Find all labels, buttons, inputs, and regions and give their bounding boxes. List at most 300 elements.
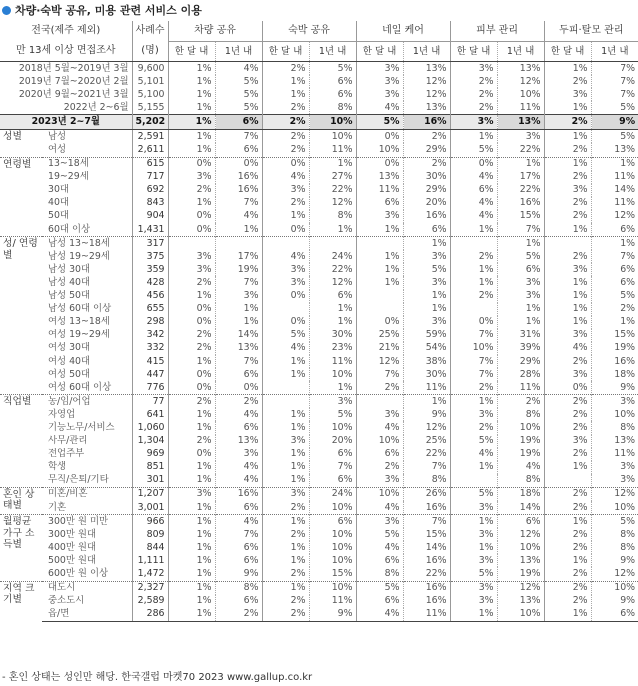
pct-cell: 7% [215,276,262,289]
pct-cell: 2% [544,115,591,130]
table-row [0,395,638,409]
pct-cell: 11% [356,184,403,197]
row-label: 50대 [48,210,69,222]
pct-cell: 3% [168,171,215,184]
sample-size: 286 [132,608,168,622]
pct-cell: 2% [262,101,309,115]
pct-cell: 4% [356,501,403,515]
sample-size: 851 [132,461,168,474]
pct-cell: 2% [544,171,591,184]
table-row [0,554,638,567]
pct-cell: 0% [215,157,262,171]
pct-cell: 4% [450,197,497,210]
pct-cell: 1% [450,515,497,529]
pct-cell: 1% [450,263,497,276]
pct-cell: 2% [356,381,403,395]
pct-cell: 1% [544,101,591,115]
pct-cell: 2% [262,528,309,541]
pct-cell: 1% [168,355,215,368]
pct-cell: 6% [356,595,403,608]
pct-cell [356,237,403,251]
pct-cell: 2% [450,381,497,395]
header-sub-year: 1년 내 [309,42,356,62]
pct-cell: 3% [262,435,309,448]
table-row [0,276,638,289]
pct-cell: 6% [215,541,262,554]
header-group-car-sharing: 차량 공유 [168,21,262,42]
table-row [0,448,638,461]
pct-cell [262,381,309,395]
pct-cell: 24% [309,487,356,501]
pct-cell: 0% [544,381,591,395]
row-label: 600만 원 이상 [48,568,109,580]
table-row [0,157,638,171]
pct-cell: 6% [356,448,403,461]
pct-cell: 7% [450,329,497,342]
pct-cell: 0% [356,157,403,171]
pct-cell: 2% [262,115,309,130]
pct-cell: 0% [168,316,215,329]
sample-size: 9,600 [132,62,168,76]
pct-cell: 16% [591,355,638,368]
pct-cell: 5% [215,88,262,101]
row-label: 여성 50대 [48,368,91,380]
pct-cell: 1% [168,567,215,581]
pct-cell: 1% [450,276,497,289]
sample-size: 1,431 [132,223,168,237]
pct-cell: 1% [356,250,403,263]
pct-cell: 1% [403,237,450,251]
header-sub-month: 한 달 내 [168,42,215,62]
row-label: 19~29세 [48,171,89,183]
table-row [0,197,638,210]
pct-cell: 1% [544,608,591,622]
pct-cell: 1% [168,143,215,157]
pct-cell: 1% [544,223,591,237]
pct-cell: 8% [309,210,356,223]
sample-size: 692 [132,184,168,197]
pct-cell: 5% [309,62,356,76]
pct-cell: 12% [403,75,450,88]
pct-cell: 14% [403,541,450,554]
pct-cell: 11% [309,143,356,157]
pct-cell: 6% [309,474,356,488]
pct-cell: 6% [309,448,356,461]
pct-cell: 7% [215,355,262,368]
table-row [0,171,638,184]
pct-cell: 22% [497,143,544,157]
row-label: 여성 60대 이상 [48,381,112,393]
pct-cell: 8% [591,541,638,554]
row-label: 2018년 5월~2019년 3월 [18,62,129,74]
table-row [0,435,638,448]
pct-cell: 16% [497,197,544,210]
pct-cell: 1% [450,608,497,622]
pct-cell: 2% [262,608,309,622]
pct-cell: 1% [450,461,497,474]
header-sub-year: 1년 내 [497,42,544,62]
pct-cell: 1% [544,554,591,567]
pct-cell: 8% [497,408,544,421]
pct-cell: 1% [262,355,309,368]
pct-cell: 1% [168,197,215,210]
sample-size: 904 [132,210,168,223]
pct-cell: 1% [309,303,356,316]
sample-size: 298 [132,316,168,329]
pct-cell: 7% [591,75,638,88]
pct-cell: 10% [356,487,403,501]
pct-cell: 12% [403,421,450,434]
pct-cell: 10% [356,143,403,157]
pct-cell: 5% [262,329,309,342]
table-row [0,421,638,434]
pct-cell: 12% [309,276,356,289]
pct-cell: 2% [262,595,309,608]
pct-cell: 22% [403,448,450,461]
pct-cell: 2% [544,528,591,541]
sample-size: 359 [132,263,168,276]
pct-cell: 27% [309,171,356,184]
pct-cell: 6% [591,608,638,622]
pct-cell: 8% [497,474,544,488]
pct-cell: 2% [591,303,638,316]
pct-cell: 11% [309,595,356,608]
title-text: 차량·숙박 공유, 미용 관련 서비스 이용 [15,4,202,17]
pct-cell: 2% [450,290,497,303]
pct-cell: 4% [356,541,403,554]
sample-size: 77 [132,395,168,409]
header-group-lodging-sharing: 숙박 공유 [262,21,356,42]
pct-cell: 3% [168,250,215,263]
pct-cell: 2% [262,130,309,144]
pct-cell: 1% [591,316,638,329]
pct-cell: 2% [168,276,215,289]
pct-cell: 16% [403,581,450,595]
table-row [0,567,638,581]
pct-cell: 3% [262,487,309,501]
row-label: 남성 30대 [48,263,91,275]
pct-cell: 6% [215,421,262,434]
pct-cell: 3% [168,487,215,501]
pct-cell: 0% [168,448,215,461]
pct-cell: 20% [403,197,450,210]
row-label: 기능노무/서비스 [48,421,115,433]
pct-cell: 6% [497,263,544,276]
pct-cell: 10% [309,541,356,554]
pct-cell: 1% [403,395,450,409]
pct-cell: 14% [591,184,638,197]
pct-cell: 2% [450,421,497,434]
pct-cell: 13% [403,62,450,76]
table-row [0,210,638,223]
survey-table [0,21,638,622]
pct-cell: 1% [215,316,262,329]
pct-cell: 1% [544,276,591,289]
pct-cell: 10% [497,88,544,101]
pct-cell: 13% [591,435,638,448]
pct-cell: 10% [356,435,403,448]
sample-size: 1,304 [132,435,168,448]
sample-size: 776 [132,381,168,395]
pct-cell: 2% [403,157,450,171]
pct-cell: 2% [450,250,497,263]
pct-cell: 9% [591,595,638,608]
pct-cell: 1% [262,368,309,381]
pct-cell: 10% [591,581,638,595]
pct-cell: 6% [403,223,450,237]
table-row [0,461,638,474]
group-label: 직업별 [0,395,42,488]
sample-size: 809 [132,528,168,541]
pct-cell: 3% [450,581,497,595]
pct-cell: 5% [450,435,497,448]
pct-cell: 1% [309,316,356,329]
pct-cell: 2% [544,541,591,554]
pct-cell: 16% [403,210,450,223]
pct-cell: 54% [403,342,450,355]
pct-cell: 10% [309,421,356,434]
pct-cell: 3% [450,528,497,541]
pct-cell [262,395,309,409]
group-label: 혼인 상태별 [0,487,42,514]
pct-cell: 3% [403,276,450,289]
pct-cell: 0% [262,223,309,237]
pct-cell: 2% [168,329,215,342]
row-label: 30대 [48,184,69,196]
pct-cell: 1% [262,554,309,567]
pct-cell: 14% [497,501,544,515]
pct-cell: 7% [450,355,497,368]
sample-size: 615 [132,157,168,171]
sample-size: 342 [132,329,168,342]
pct-cell: 8% [215,581,262,595]
pct-cell: 1% [168,581,215,595]
header-sub-month: 한 달 내 [262,42,309,62]
pct-cell: 1% [591,157,638,171]
pct-cell: 12% [591,210,638,223]
row-label: 2019년 7월~2020년 2월 [18,75,129,87]
pct-cell: 6% [309,290,356,303]
pct-cell: 2% [544,581,591,595]
pct-cell: 1% [450,223,497,237]
pct-cell: 3% [262,263,309,276]
pct-cell: 18% [591,368,638,381]
pct-cell: 4% [497,461,544,474]
pct-cell: 0% [356,130,403,144]
pct-cell: 10% [309,581,356,595]
row-label: 대도시 [42,581,132,595]
pct-cell: 1% [497,157,544,171]
pct-cell [309,237,356,251]
pct-cell: 9% [591,381,638,395]
pct-cell: 2% [450,88,497,101]
table-row [0,487,638,501]
row-label: 60대 이상 [48,223,91,235]
pct-cell: 1% [262,461,309,474]
pct-cell: 4% [356,421,403,434]
pct-cell: 5% [215,75,262,88]
group-label: 지역 크기별 [0,581,42,621]
row-label: 40대 [48,197,69,209]
pct-cell: 4% [450,210,497,223]
pct-cell: 1% [168,421,215,434]
pct-cell: 3% [356,474,403,488]
row-label: 500만 원대 [48,554,97,566]
pct-cell: 7% [215,130,262,144]
table-row [0,608,638,622]
pct-cell: 1% [168,474,215,488]
pct-cell: 4% [262,250,309,263]
pct-cell: 19% [215,263,262,276]
pct-cell: 0% [168,303,215,316]
pct-cell [168,237,215,251]
bullet-dot-icon [2,6,11,15]
table-row [0,528,638,541]
pct-cell: 13% [497,554,544,567]
footnote: - 혼인 상태는 성인만 해당. 한국갤럽 마켓70 2023 www.gallup.co.kr [2,672,313,683]
sample-size: 1,207 [132,487,168,501]
pct-cell: 3% [450,595,497,608]
pct-cell: 3% [356,75,403,88]
pct-cell: 2% [215,608,262,622]
pct-cell: 24% [309,250,356,263]
sample-size: 3,001 [132,501,168,515]
pct-cell [356,290,403,303]
row-label: 남성 [42,130,132,144]
pct-cell: 22% [403,567,450,581]
pct-cell: 0% [450,157,497,171]
pct-cell: 10% [309,501,356,515]
sample-size: 1,472 [132,567,168,581]
pct-cell: 2% [544,421,591,434]
pct-cell: 1% [450,541,497,554]
table-row [0,541,638,554]
sample-size: 301 [132,474,168,488]
sample-size: 2,591 [132,130,168,144]
pct-cell: 15% [309,567,356,581]
pct-cell: 2% [544,448,591,461]
pct-cell: 3% [544,329,591,342]
group-label: 성/ 연령별 [0,237,42,395]
row-label: 미혼/비혼 [42,487,132,501]
pct-cell: 25% [356,329,403,342]
pct-cell: 3% [450,115,497,130]
row-label: 300만 원대 [48,528,97,540]
pct-cell: 2% [544,197,591,210]
pct-cell: 6% [591,223,638,237]
pct-cell: 3% [356,88,403,101]
pct-cell: 4% [215,62,262,76]
table-row [0,184,638,197]
pct-cell: 3% [262,276,309,289]
pct-cell: 11% [591,448,638,461]
trend-row [0,62,638,76]
pct-cell: 3% [544,88,591,101]
pct-cell: 29% [497,355,544,368]
pct-cell: 7% [591,250,638,263]
row-label: 여성 30대 [48,342,91,354]
pct-cell: 5% [215,101,262,115]
header-sub-month: 한 달 내 [450,42,497,62]
pct-cell: 1% [262,448,309,461]
table-row [0,515,638,529]
pct-cell: 11% [497,381,544,395]
pct-cell: 13% [497,595,544,608]
pct-cell: 3% [356,515,403,529]
pct-cell: 4% [215,515,262,529]
pct-cell: 6% [356,197,403,210]
row-label: 2020년 9월~2021년 3월 [18,88,129,100]
pct-cell: 31% [497,329,544,342]
row-label: 기혼 [48,501,67,513]
pct-cell: 2% [403,130,450,144]
pct-cell: 16% [215,487,262,501]
table-row [0,581,638,595]
pct-cell: 4% [262,171,309,184]
pct-cell: 1% [262,421,309,434]
sample-size: 2,589 [132,595,168,608]
row-label: 300만 원 미만 [42,515,132,529]
pct-cell: 4% [356,101,403,115]
pct-cell: 0% [168,381,215,395]
pct-cell: 1% [168,75,215,88]
pct-cell: 3% [497,276,544,289]
table-row [0,223,638,237]
sample-size: 317 [132,237,168,251]
pct-cell: 1% [544,130,591,144]
pct-cell: 7% [591,62,638,76]
pct-cell: 3% [356,62,403,76]
group-label: 성별 [0,130,42,157]
table-body [0,62,638,622]
pct-cell: 13% [591,143,638,157]
pct-cell: 1% [168,608,215,622]
pct-cell: 3% [262,184,309,197]
pct-cell: 2% [544,595,591,608]
pct-cell: 0% [168,157,215,171]
pct-cell: 3% [544,368,591,381]
pct-cell: 7% [309,461,356,474]
pct-cell: 10% [497,541,544,554]
pct-cell: 3% [309,395,356,409]
pct-cell: 7% [450,368,497,381]
pct-cell: 7% [356,368,403,381]
pct-cell: 9% [591,115,638,130]
pct-cell: 26% [403,487,450,501]
pct-cell: 0% [356,316,403,329]
pct-cell [356,395,403,409]
row-label: 여성 40대 [48,355,91,367]
sample-size: 1,111 [132,554,168,567]
table-row [0,237,638,251]
pct-cell: 3% [497,290,544,303]
pct-cell: 11% [497,101,544,115]
pct-cell: 3% [356,408,403,421]
pct-cell: 8% [309,101,356,115]
pct-cell: 1% [450,395,497,409]
row-label: 자영업 [48,408,76,420]
row-label: 학생 [48,461,67,473]
pct-cell: 1% [544,290,591,303]
pct-cell: 5% [309,408,356,421]
pct-cell: 10% [309,115,356,130]
pct-cell: 3% [450,501,497,515]
pct-cell: 6% [215,595,262,608]
sample-size: 2,611 [132,143,168,157]
row-label: 남성 60대 이상 [48,303,112,315]
pct-cell: 18% [497,487,544,501]
pct-cell: 5% [450,143,497,157]
